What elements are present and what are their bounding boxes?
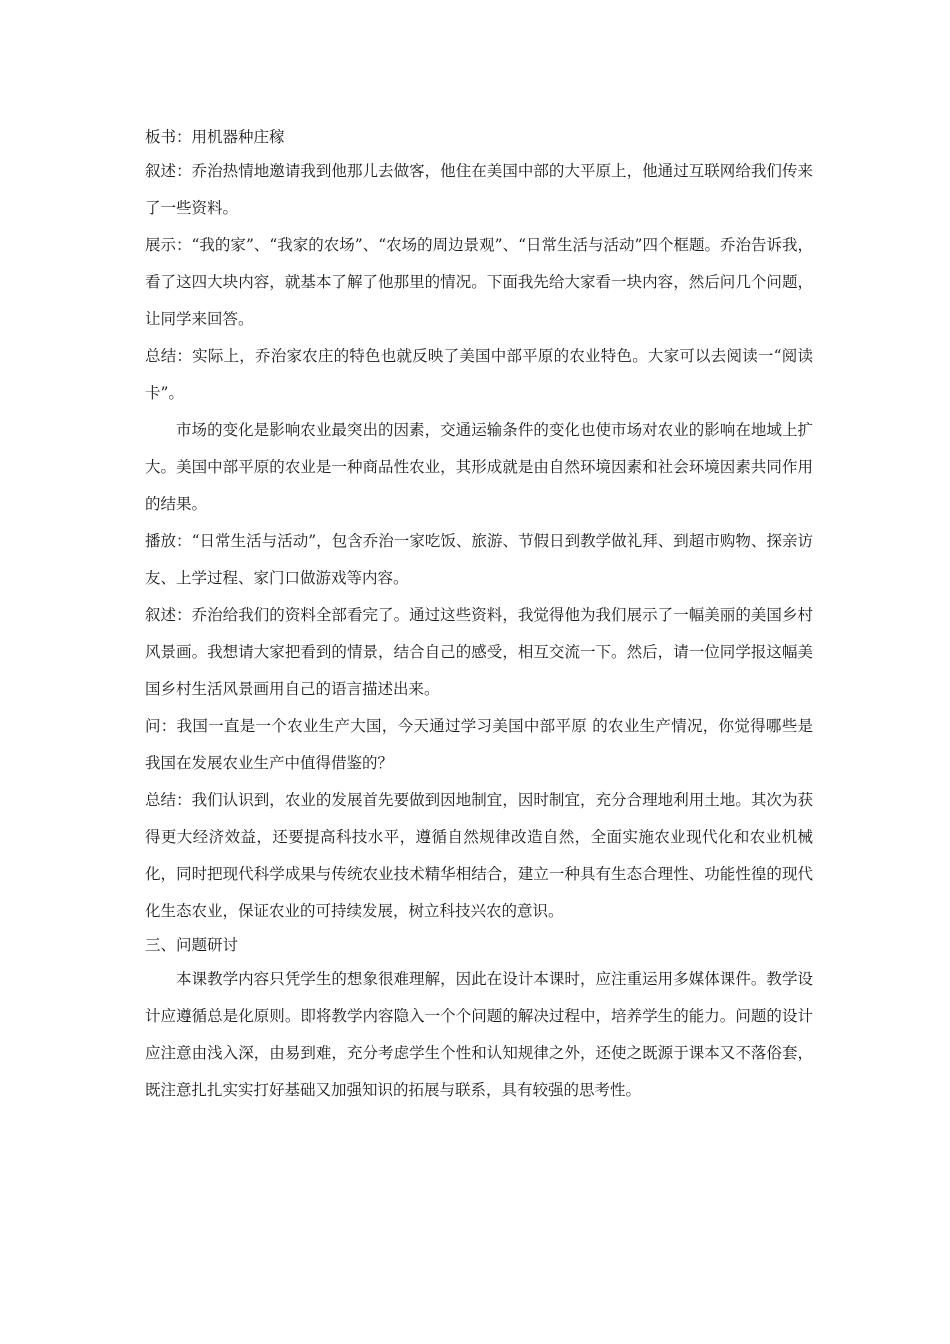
section-heading: 三、问题研讨: [145, 936, 239, 954]
question-paragraph: 问：我国一直是一个农业生产大国，今天通过学习美国中部平原 的农业生产情况，你觉得哪些是我国在发展农业生产中值得借鉴的？: [145, 717, 813, 772]
display-paragraph: 展示：“我的家”、“我家的农场”、“农场的周边景观”、“日常生活与活动”四个框题。乔治告诉我，看了这四大块内容，就基本了解了他那里的情况。下面我先给大家看一块内容，然后问几个问题，让同学来回答。: [145, 236, 813, 328]
narration-paragraph: 叙述：乔治热情地邀请我到他那儿去做客，他住在美国中部的大平原上，他通过互联网给我们传来了一些资料。: [145, 162, 813, 217]
narration-paragraph-2: 叙述：乔治给我们的资料全部看完了。通过这些资料，我觉得他为我们展示了一幅美丽的美国乡村风景画。我想请大家把看到的情景，结合自己的感受，相互交流一下。然后，请一位同学报这幅美国乡村生活风景画用自己的语言描述出来。: [145, 606, 813, 698]
board-writing-line: 板书：用机器种庄稼: [145, 128, 285, 146]
document-body: [145, 122, 813, 1109]
market-paragraph: 市场的变化是影响农业最突出的因素，交通运输条件的变化也使市场对农业的影响在地域上扩大。美国中部平原的农业是一种商品性农业，其形成就是由自然环境因素和社会环境因素共同作用的结果。: [145, 421, 813, 513]
playback-paragraph: 播放：“日常生活与活动”，包含乔治一家吃饭、旅游、节假日到教学做礼拜、到超市购物、探亲访友、上学过程、家门口做游戏等内容。: [145, 532, 813, 587]
summary-paragraph: 总结：实际上，乔治家农庄的特色也就反映了美国中部平原的农业特色。大家可以去阅读一“阅读卡”。: [145, 347, 813, 402]
summary-paragraph-2: 总结：我们认识到，农业的发展首先要做到因地制宜，因时制宜，充分合理地利用土地。其次为获得更大经济效益，还要提高科技水平，遵循自然规律改造自然，全面实施农业现代化和农业机械化，同时把现代科学成果与传统农业技术精华相结合，建立一种具有生态合理性、功能性徨的现代化生态农业，保证农业的可持续发展，树立科技兴农的意识。: [145, 791, 813, 920]
discussion-paragraph: 本课教学内容只凭学生的想象很难理解，因此在设计本课时，应注重运用多媒体课件。教学设计应遵循总是化原则。即将教学内容隐入一个个问题的解决过程中，培养学生的能力。问题的设计应注意由浅入深，由易到难，充分考虑学生个性和认知规律之外，还使之既源于课本又不落俗套，既注意扎扎实实打好基础又加强知识的拓展与联系，具有较强的思考性。: [145, 970, 813, 1099]
